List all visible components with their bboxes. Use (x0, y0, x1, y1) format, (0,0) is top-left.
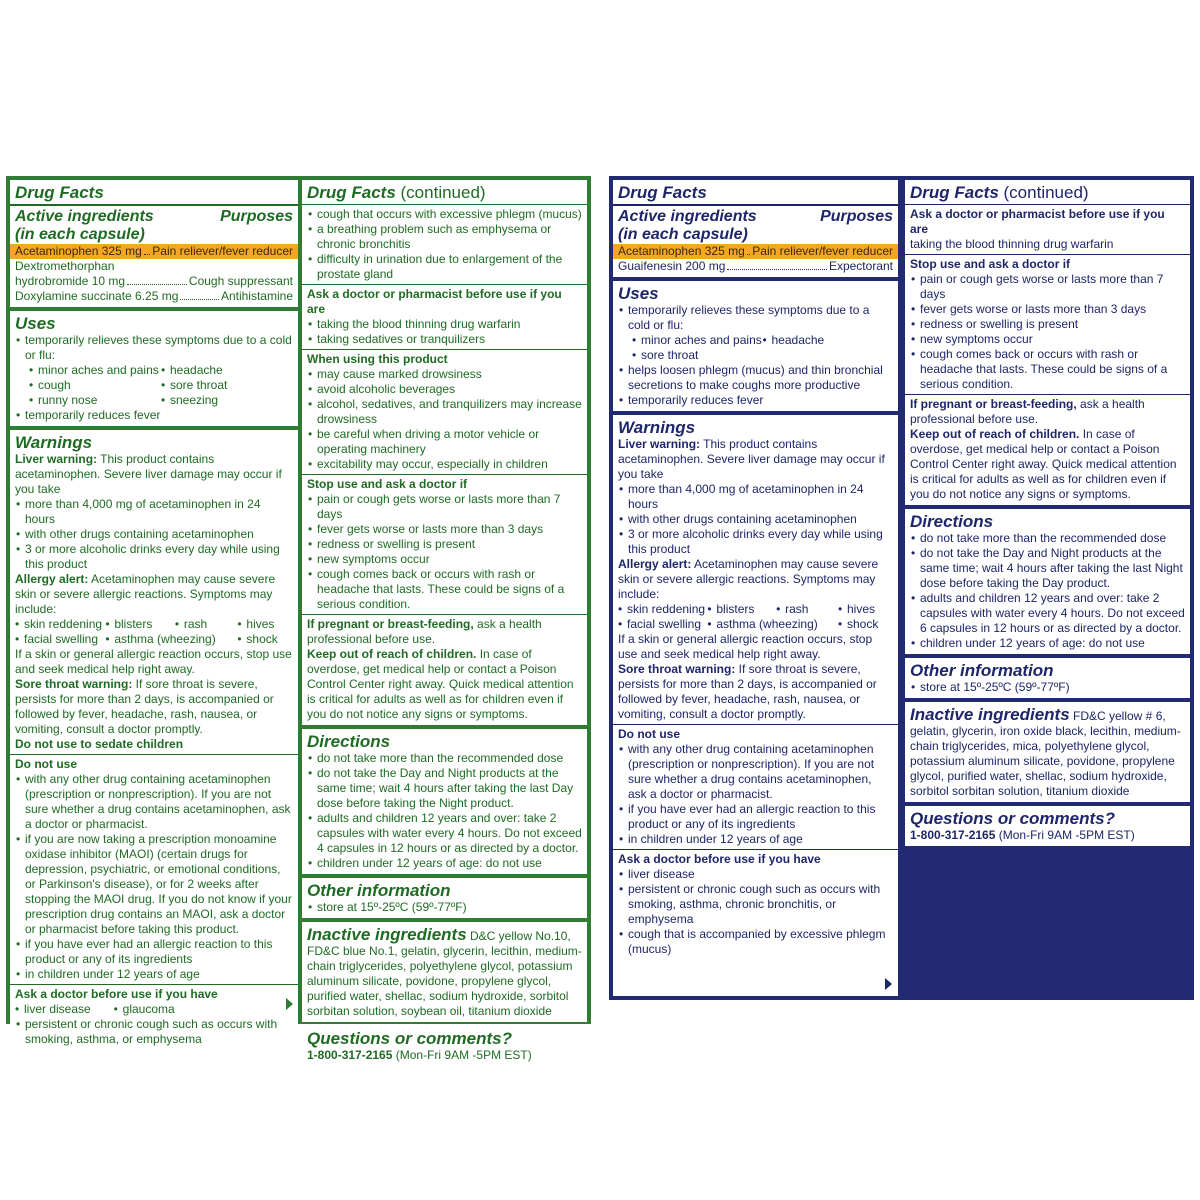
warnings-heading: Warnings (618, 418, 696, 437)
ingredient-row: Dextromethorphan (15, 259, 115, 273)
list-item: • more than 4,000 mg of acetaminophen in 24 hours (25, 497, 293, 527)
ask-doctor-heading: Ask a doctor before use if you have (15, 987, 218, 1001)
list-item: • persistent or chronic cough such as occurs with smoking, asthma, chronic bronchitis, or emphysema (628, 882, 893, 927)
list-item: • 3 or more alcoholic drinks every day while using this product (628, 527, 893, 557)
questions-section: Questions or comments? 1-800-317-2165 (Mon-Fri 9AM -5PM EST) (302, 1026, 587, 1066)
list-item: • with any other drug containing acetaminophen (prescription or nonprescription). If you are not sure whether a drug contains acetaminophen, ask a doctor or pharmacist. (628, 742, 893, 802)
active-ingredients-heading: Active ingredients (618, 208, 757, 225)
list-item: • do not take more than the recommended dose (317, 751, 582, 766)
list-item: • may cause marked drowsiness (317, 367, 582, 382)
uses-heading: Uses (15, 314, 56, 333)
ingredient-row: Acetaminophen 325 mg Pain reliever/fever reducer (10, 244, 298, 259)
list-item: • alcohol, sedatives, and tranquilizers may increase drowsiness (317, 397, 582, 427)
list-item: • temporarily relieves these symptoms due to a cold or flu: (25, 333, 293, 363)
list-item: • more than 4,000 mg of acetaminophen in 24 hours (628, 482, 893, 512)
list-item: • 3 or more alcoholic drinks every day while using this product (25, 542, 293, 572)
list-item: • with any other drug containing acetaminophen (prescription or nonprescription). If you are not sure whether a drug contains acetaminophen, ask a doctor or pharmacist. (25, 772, 293, 832)
list-item: • children under 12 years of age: do not use (920, 636, 1185, 651)
list-item: • if you have ever had an allergic reaction to this product or any of its ingredients (628, 802, 893, 832)
list-item: • do not take the Day and Night products at the same time; wait 4 hours after taking the last Night dose before taking the Day product. (920, 546, 1185, 591)
other-information-section: Other information • store at 15º-25ºC (59º-77ºF) (302, 878, 587, 918)
inactive-ingredients-section: Inactive ingredients FD&C yellow # 6, gelatin, glycerin, iron oxide black, lecithin, medium-chain triglycerides, mica, polyethylene glycol, potassium aluminum silicate, povidone, propylene glycol, purified water, shellac, sodium hydroxide, sorbitol sorbitan solution, titanium dioxide (905, 702, 1190, 802)
allergy-symptom-list: • skin reddening • blisters • rash • hives • facial swelling • asthma (wheezing) • shock (15, 617, 293, 647)
allergy-symptom-list: • skin reddening • blisters • rash • hives • facial swelling • asthma (wheezing) • shock (618, 602, 893, 632)
directions-heading: Directions (307, 732, 391, 751)
list-item: • liver disease (628, 867, 893, 882)
list-item: • new symptoms occur (317, 552, 582, 567)
other-information-section: Other information • store at 15º-25ºC (59º-77ºF) (905, 658, 1190, 698)
directions-section (905, 509, 1190, 654)
list-item: • taking sedatives or tranquilizers (317, 332, 582, 347)
drug-facts-title: Drug Facts (307, 183, 396, 202)
directions-heading: Directions (910, 512, 994, 531)
ingredient-row: Acetaminophen 325 mg Pain reliever/fever reducer (613, 244, 898, 259)
drug-facts-title: Drug Facts (15, 183, 104, 202)
no-sedate-warning: Do not use to sedate children (15, 737, 184, 751)
list-item: • cough that is accompanied by excessive phlegm (mucus) (628, 927, 893, 957)
warnings-heading: Warnings (15, 433, 93, 452)
purposes-heading: Purposes (820, 208, 893, 225)
list-item: • new symptoms occur (920, 332, 1185, 347)
list-item: • in children under 12 years of age (628, 832, 893, 847)
list-item: • persistent or chronic cough such as occurs with smoking, asthma, or emphysema (25, 1017, 293, 1047)
questions-section: Questions or comments? 1-800-317-2165 (Mon-Fri 9AM -5PM EST) (905, 806, 1190, 846)
list-item: • temporarily relieves these symptoms due to a cold or flu: (628, 303, 893, 333)
warnings-section: Warnings Liver warning: This product contains acetaminophen. Severe liver damage may occur if you take • more than 4,000 mg of acetaminophen in 24 hours • with other drugs containing acetaminophen • 3 or more alcoholic drinks every day while using this product Allergy alert: Acetaminophen may cause severe skin or severe allergic reactions. Symptoms may include: • skin reddening • blisters • rash • hives • facial swelling • asthma (wheezing) • shock If a skin or general allergic reaction occurs, stop use and seek medical help right away. Sore throat warning: If sore throat is severe, persists for more than 2 days, is accompanied or followed by fever, headache, rash, nausea, or vomiting, consult a doctor promptly. Do not use • with any other drug containing acetaminophen (prescription or nonprescription). If you are not sure whether a drug contains acetaminophen, ask a doctor or pharmacist. • if you have ever had an allergic reaction to this product or any of its ingredients • in children under 12 years of age Ask a doctor before use if you have • liver disease • persistent or chronic cough such as occurs with smoking, asthma, chronic bronchitis, or emphysema • cough that is accompanied by excessive phlegm (mucus) (613, 415, 898, 996)
list-item: • do not take the Day and Night products at the same time; wait 4 hours after taking the last Day dose before taking the Night product. (317, 766, 582, 811)
list-item: • with other drugs containing acetaminophen (628, 512, 893, 527)
list-item: • difficulty in urination due to enlargement of the prostate gland (317, 252, 582, 282)
list-item: • temporarily reduces fever (628, 393, 893, 408)
list-item: • children under 12 years of age: do not use (317, 856, 582, 871)
list-item: • a breathing problem such as emphysema or chronic bronchitis (317, 222, 582, 252)
list-item: • redness or swelling is present (920, 317, 1185, 332)
uses-section (10, 311, 298, 426)
list-item: • with other drugs containing acetaminophen (25, 527, 293, 542)
uses-heading: Uses (618, 284, 659, 303)
list-item: • excitability may occur, especially in children (317, 457, 582, 472)
list-item: • if you have ever had an allergic reaction to this product or any of its ingredients (25, 937, 293, 967)
list-item: • redness or swelling is present (317, 537, 582, 552)
ingredient-row: Doxylamine succinate 6.25 mg Antihistamine (15, 289, 293, 303)
phone-number: 1-800-317-2165 (307, 1048, 393, 1062)
list-item: • adults and children 12 years and over: take 2 capsules with water every 4 hours. Do not exceed 6 capsules in 12 hours or as directed by a doctor. (920, 591, 1185, 636)
list-item: • temporarily reduces fever (25, 408, 293, 423)
list-item: • cough that occurs with excessive phlegm (mucus) (317, 207, 582, 222)
list-item: • cough comes back or occurs with rash or headache that lasts. These could be signs of a serious condition. (317, 567, 582, 612)
active-ingredients-subheading: (in each capsule) (15, 226, 145, 243)
drug-facts-title: Drug Facts (618, 183, 707, 202)
green-drug-facts-label (6, 176, 591, 1062)
list-item: • be careful when driving a motor vehicle or operating machinery (317, 427, 582, 457)
continue-arrow-icon (286, 998, 293, 1010)
active-ingredients-section (613, 180, 898, 277)
do-not-use-heading: Do not use (618, 727, 680, 741)
active-ingredients-subheading: (in each capsule) (618, 226, 748, 243)
list-item: • fever gets worse or lasts more than 3 days (920, 302, 1185, 317)
list-item: • avoid alcoholic beverages (317, 382, 582, 397)
list-item: • helps loosen phlegm (mucus) and thin bronchial secretions to make coughs more productive (628, 363, 893, 393)
list-item: • do not take more than the recommended dose (920, 531, 1185, 546)
ingredient-row: Guaifenesin 200 mg Expectorant (618, 259, 893, 273)
list-item: • if you are now taking a prescription monoamine oxidase inhibitor (MAOI) (certain drugs for depression, psychiatric, or emotional conditions, or Parkinson's disease), or for 2 weeks after stopping the MAOI drug. If you do not know if your prescription drug contains an MAOI, ask a doctor or pharmacist before taking this product. (25, 832, 293, 937)
symptom-list: • minor aches and pains • headache • sore throat (618, 333, 893, 363)
list-item: • taking the blood thinning drug warfarin (317, 317, 582, 332)
active-ingredients-section (10, 180, 298, 307)
list-item: • in children under 12 years of age (25, 967, 293, 982)
list-item: • fever gets worse or lasts more than 3 days (317, 522, 582, 537)
uses-section (613, 281, 898, 411)
list-item: • store at 15º-25ºC (59º-77ºF) (317, 900, 582, 915)
list-item: • store at 15º-25ºC (59º-77ºF) (920, 680, 1185, 695)
purposes-heading: Purposes (220, 208, 293, 225)
warnings-section: Warnings Liver warning: This product contains acetaminophen. Severe liver damage may occur if you take • more than 4,000 mg of acetaminophen in 24 hours • with other drugs containing acetaminophen • 3 or more alcoholic drinks every day while using this product Allergy alert: Acetaminophen may cause severe skin or severe allergic reactions. Symptoms may include: • skin reddening • blisters • rash • hives • facial swelling • asthma (wheezing) • shock If a skin or general allergic reaction occurs, stop use and seek medical help right away. Sore throat warning: If sore throat is severe, persists for more than 2 days, is accompanied or followed by fever, headache, rash, nausea, or vomiting, consult a doctor promptly. Do not use to sedate children Do not use • with any other drug containing acetaminophen (prescription or nonprescription). If you are not sure whether a drug contains acetaminophen, ask a doctor or pharmacist. • if you are now taking a prescription monoamine oxidase inhibitor (MAOI) (certain drugs for depression, psychiatric, or emotional conditions, or Parkinson's disease), or for 2 weeks after stopping the MAOI drug. If you do not know if your prescription drug contains an MAOI, ask a doctor or pharmacist before taking this product. • if you have ever had an allergic reaction to this product or any of its ingredients • in children under 12 years of age Ask a doctor before use if you have • liver disease • glaucoma • persistent or chronic cough such as occurs with smoking, asthma, or emphysema (10, 430, 298, 1050)
list-item: • adults and children 12 years and over: take 2 capsules with water every 4 hours. Do not exceed 4 capsules in 12 hours or as directed by a doctor. (317, 811, 582, 856)
ingredient-row: hydrobromide 10 mg Cough suppressant (15, 274, 293, 288)
directions-section (302, 729, 587, 874)
navy-drug-facts-label (609, 176, 1194, 1000)
inactive-ingredients-section: Inactive ingredients D&C yellow No.10, FD&C blue No.1, gelatin, glycerin, lecithin, medium-chain triglycerides, polyethylene glycol, potassium aluminum silicate, povidone, propylene glycol, purified water, shellac, sodium hydroxide, sorbitol sorbitan solution, soybean oil, titanium dioxide (302, 922, 587, 1022)
list-item: • cough comes back or occurs with rash or headache that lasts. These could be signs of a serious condition. (920, 347, 1185, 392)
list-item: • pain or cough gets worse or lasts more than 7 days (920, 272, 1185, 302)
continued-section: Drug Facts (continued) • cough that occurs with excessive phlegm (mucus) • a breathing problem such as emphysema or chronic bronchitis • difficulty in urination due to enlargement of the prostate gland Ask a doctor or pharmacist before use if you are • taking the blood thinning drug warfarin • taking sedatives or tranquilizers When using this product • may cause marked drowsiness • avoid alcoholic beverages • alcohol, sedatives, and tranquilizers may increase drowsiness • be careful when driving a motor vehicle or operating machinery • excitability may occur, especially in children Stop use and ask a doctor if • pain or cough gets worse or lasts more than 7 days • fever gets worse or lasts more than 3 days • redness or swelling is present • new symptoms occur • cough comes back or occurs with rash or headache that lasts. These could be signs of a serious condition. If pregnant or breast-feeding, ask a health professional before use. Keep out of reach of children. In case of overdose, get medical help or contact a Poison Control Center right away. Quick medical attention is critical for adults as well as for children even if you do not notice any signs or symptoms. (302, 180, 587, 725)
do-not-use-heading: Do not use (15, 757, 77, 771)
drug-facts-title: Drug Facts (910, 183, 999, 202)
symptom-list: • minor aches and pains • headache • cough • sore throat • runny nose • sneezing (15, 363, 293, 408)
phone-number: 1-800-317-2165 (910, 828, 996, 842)
active-ingredients-heading: Active ingredients (15, 208, 154, 225)
list-item: • pain or cough gets worse or lasts more than 7 days (317, 492, 582, 522)
continue-arrow-icon (885, 978, 892, 990)
ask-doctor-heading: Ask a doctor before use if you have (618, 852, 821, 866)
continued-section: Drug Facts (continued) Ask a doctor or pharmacist before use if you are taking the blood thinning drug warfarin Stop use and ask a doctor if • pain or cough gets worse or lasts more than 7 days • fever gets worse or lasts more than 3 days • redness or swelling is present • new symptoms occur • cough comes back or occurs with rash or headache that lasts. These could be signs of a serious condition. If pregnant or breast-feeding, ask a health professional before use. Keep out of reach of children. In case of overdose, get medical help or contact a Poison Control Center right away. Quick medical attention is critical for adults as well as for children even if you do not notice any signs or symptoms. (905, 180, 1190, 505)
